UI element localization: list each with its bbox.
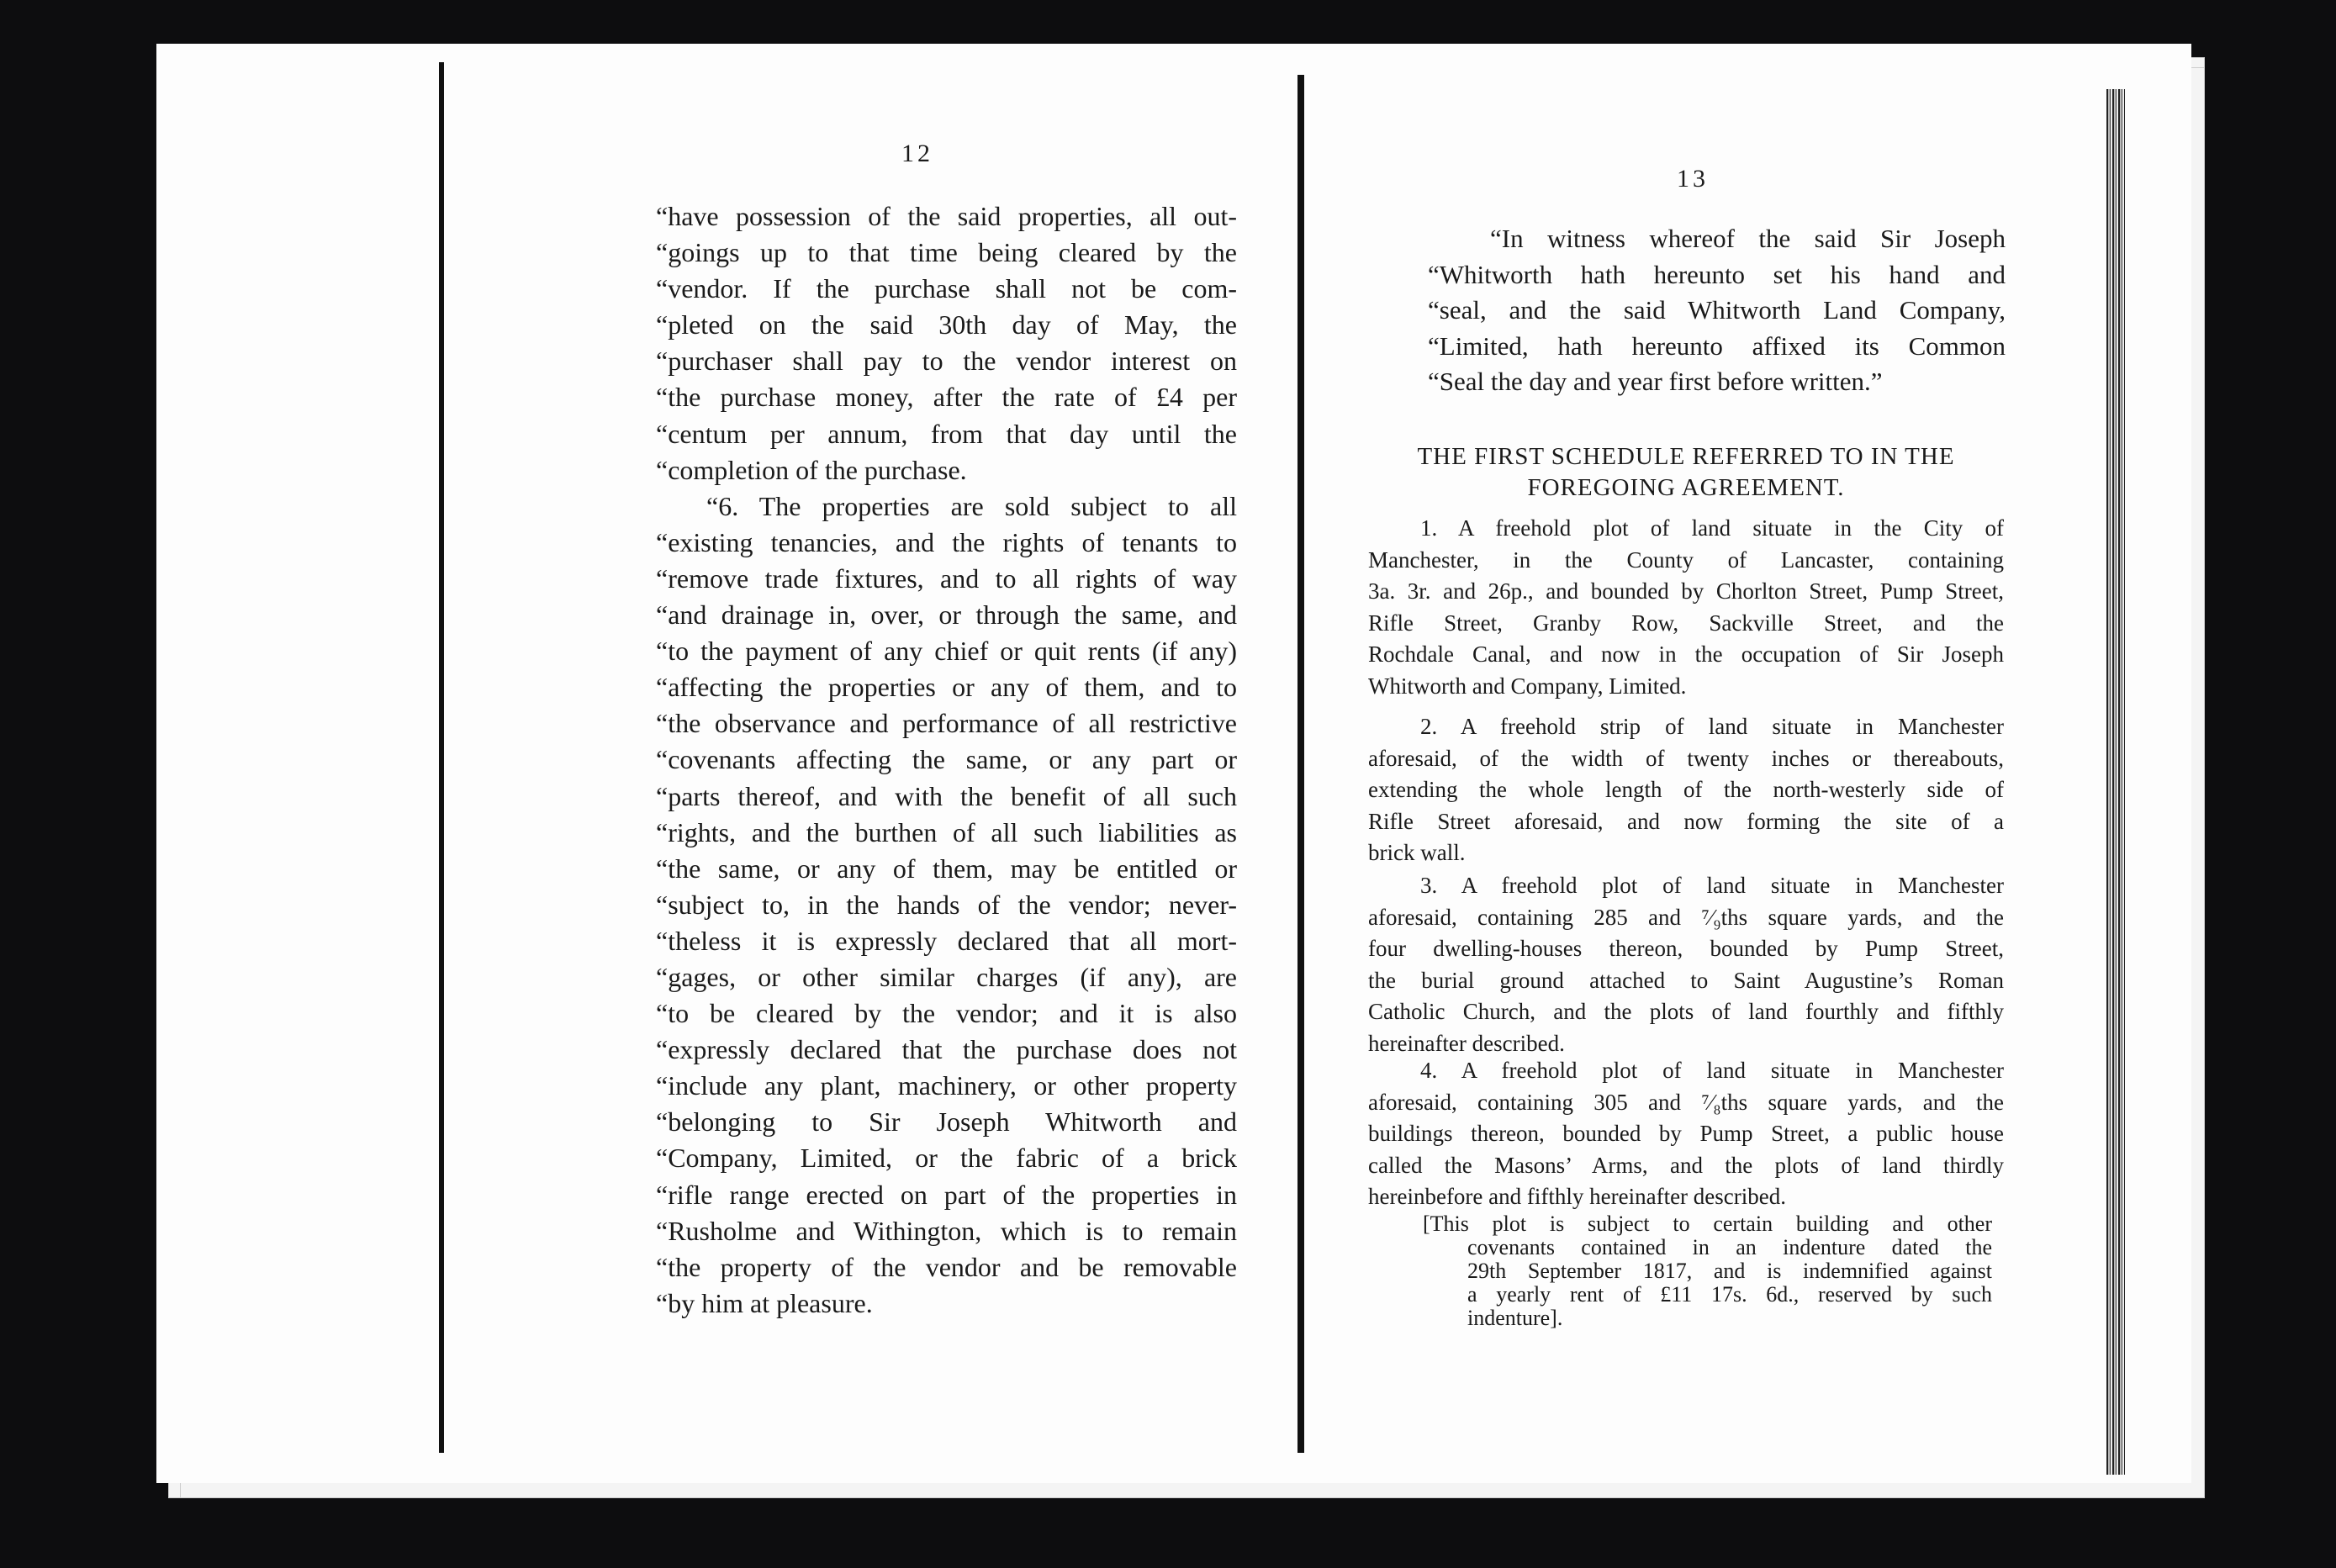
schedule-item-1: [1368, 513, 2004, 703]
text-line: “vendor. If the purchase shall not be com-: [656, 273, 1237, 304]
heading-line: THE FIRST SCHEDULE REFERRED TO IN THE: [1417, 443, 1955, 470]
text-line: “goings up to that time being cleared by the: [656, 237, 1237, 268]
schedule-item-3: [1368, 870, 2004, 1060]
text-line: Catholic Church, and the plots of land fourthly and fifthly: [1368, 999, 2004, 1025]
text-line: Rochdale Canal, and now in the occupation of Sir Joseph: [1368, 641, 2004, 668]
text-line: aforesaid, containing 285 and ⁷⁄₉ths square yards, and the: [1368, 904, 2004, 930]
text-line: “purchaser shall pay to the vendor interest on: [656, 346, 1237, 377]
text-line: “In witness whereof the said Sir Joseph: [1490, 224, 2006, 253]
indenture-note: [1423, 1212, 1992, 1330]
text-line: aforesaid, containing 305 and ⁷⁄₈ths square yards, and the: [1368, 1089, 2004, 1115]
text-line: “rifle range erected on part of the properties in: [656, 1179, 1237, 1210]
text-line: 3a. 3r. and 26p., and bounded by Chorlton Street, Pump Street,: [1368, 578, 2004, 604]
text-line: “pleted on the said 30th day of May, the: [656, 309, 1237, 341]
text-line: Manchester, in the County of Lancaster, containing: [1368, 546, 2004, 573]
text-line: “gages, or other similar charges (if any), are: [656, 961, 1237, 992]
text-line: brick wall.: [1368, 840, 1466, 866]
text-line: “and drainage in, over, or through the same, and: [656, 599, 1237, 631]
text-line: “Rusholme and Withington, which is to remain: [656, 1215, 1237, 1246]
schedule-item-4: [1368, 1055, 2004, 1213]
schedule-item-2: [1368, 711, 2004, 869]
text-line: Rifle Street, Granby Row, Sackville Street, and the: [1368, 610, 2004, 636]
text-line: 3. A freehold plot of land situate in Manchester: [1420, 873, 2004, 898]
text-line: “parts thereof, and with the benefit of all such: [656, 780, 1237, 811]
witness-clause: [1428, 221, 2006, 400]
text-line: “the observance and performance of all restrictive: [656, 708, 1237, 739]
text-line: hereinbefore and fifthly hereinafter described.: [1368, 1184, 1786, 1210]
gutter-line: [1297, 75, 1304, 1453]
schedule-heading: [1362, 441, 2010, 504]
page-edge-stack: [2106, 89, 2125, 1475]
text-line: “covenants affecting the same, or any part or: [656, 744, 1237, 775]
text-line: “Seal the day and year first before written.”: [1428, 367, 1883, 396]
text-line: 29th September 1817, and is indemnified against: [1467, 1259, 1992, 1283]
page-number-right: 13: [1677, 165, 1709, 193]
text-line: indenture].: [1467, 1306, 1563, 1330]
text-line: the burial ground attached to Saint Augustine’s Roman: [1368, 967, 2004, 993]
text-line: hereinafter described.: [1368, 1030, 1565, 1056]
text-line: “by him at pleasure.: [656, 1287, 873, 1318]
text-line: “the property of the vendor and be removable: [656, 1251, 1237, 1282]
text-line: “existing tenancies, and the rights of tenants to: [656, 526, 1237, 557]
text-line: buildings thereon, bounded by Pump Street, a public house: [1368, 1121, 2004, 1147]
text-line: “to the payment of any chief or quit rents (if any): [656, 636, 1237, 667]
text-line: “include any plant, machinery, or other property: [656, 1070, 1237, 1101]
text-line: Whitworth and Company, Limited.: [1368, 673, 1687, 699]
text-line: “6. The properties are sold subject to all: [706, 490, 1237, 521]
text-line: “theless it is expressly declared that all mort-: [656, 925, 1237, 956]
text-line: “seal, and the said Whitworth Land Company,: [1428, 295, 2006, 325]
text-line: “have possession of the said properties, all out-: [656, 201, 1237, 231]
text-line: “completion of the purchase.: [656, 454, 967, 485]
text-line: “expressly declared that the purchase does not: [656, 1034, 1237, 1065]
left-page-text: [656, 198, 1237, 1322]
text-line: “belonging to Sir Joseph Whitworth and: [656, 1106, 1237, 1138]
text-line: “Limited, hath hereunto affixed its Common: [1428, 330, 2006, 361]
page-number-left: 12: [901, 140, 933, 167]
text-line: “rights, and the burthen of all such liabilities as: [656, 816, 1237, 847]
text-line: four dwelling-houses thereon, bounded by Pump Street,: [1368, 936, 2004, 962]
heading-line: FOREGOING AGREEMENT.: [1527, 474, 1845, 501]
text-line: [This plot is subject to certain building and other: [1423, 1212, 1992, 1236]
text-line: “to be cleared by the vendor; and it is also: [656, 998, 1237, 1029]
text-line: “the same, or any of them, may be entitled or: [656, 853, 1237, 884]
text-line: a yearly rent of £11 17s. 6d., reserved by such: [1467, 1282, 1992, 1307]
text-line: extending the whole length of the north-westerly side of: [1368, 777, 2004, 803]
text-line: called the Masons’ Arms, and the plots of land thirdly: [1368, 1152, 2004, 1178]
text-line: “Company, Limited, or the fabric of a brick: [656, 1143, 1237, 1174]
text-line: 1. A freehold plot of land situate in the City of: [1420, 515, 2004, 541]
text-line: covenants contained in an indenture dated the: [1467, 1235, 1992, 1259]
text-line: 2. A freehold strip of land situate in Manchester: [1420, 714, 2004, 739]
text-line: Rifle Street aforesaid, and now forming the site of a: [1368, 808, 2004, 834]
text-line: “remove trade fixtures, and to all rights of way: [656, 562, 1237, 594]
text-line: “affecting the properties or any of them, and to: [656, 672, 1237, 703]
left-binding-edge: [439, 62, 444, 1453]
text-line: “Whitworth hath hereunto set his hand and: [1428, 259, 2006, 289]
text-line: “the purchase money, after the rate of £4 per: [656, 382, 1237, 413]
text-line: aforesaid, of the width of twenty inches or thereabouts,: [1368, 745, 2004, 771]
text-line: “centum per annum, from that day until the: [656, 418, 1237, 449]
text-line: 4. A freehold plot of land situate in Manchester: [1420, 1058, 2004, 1083]
text-line: “subject to, in the hands of the vendor; never-: [656, 889, 1237, 920]
